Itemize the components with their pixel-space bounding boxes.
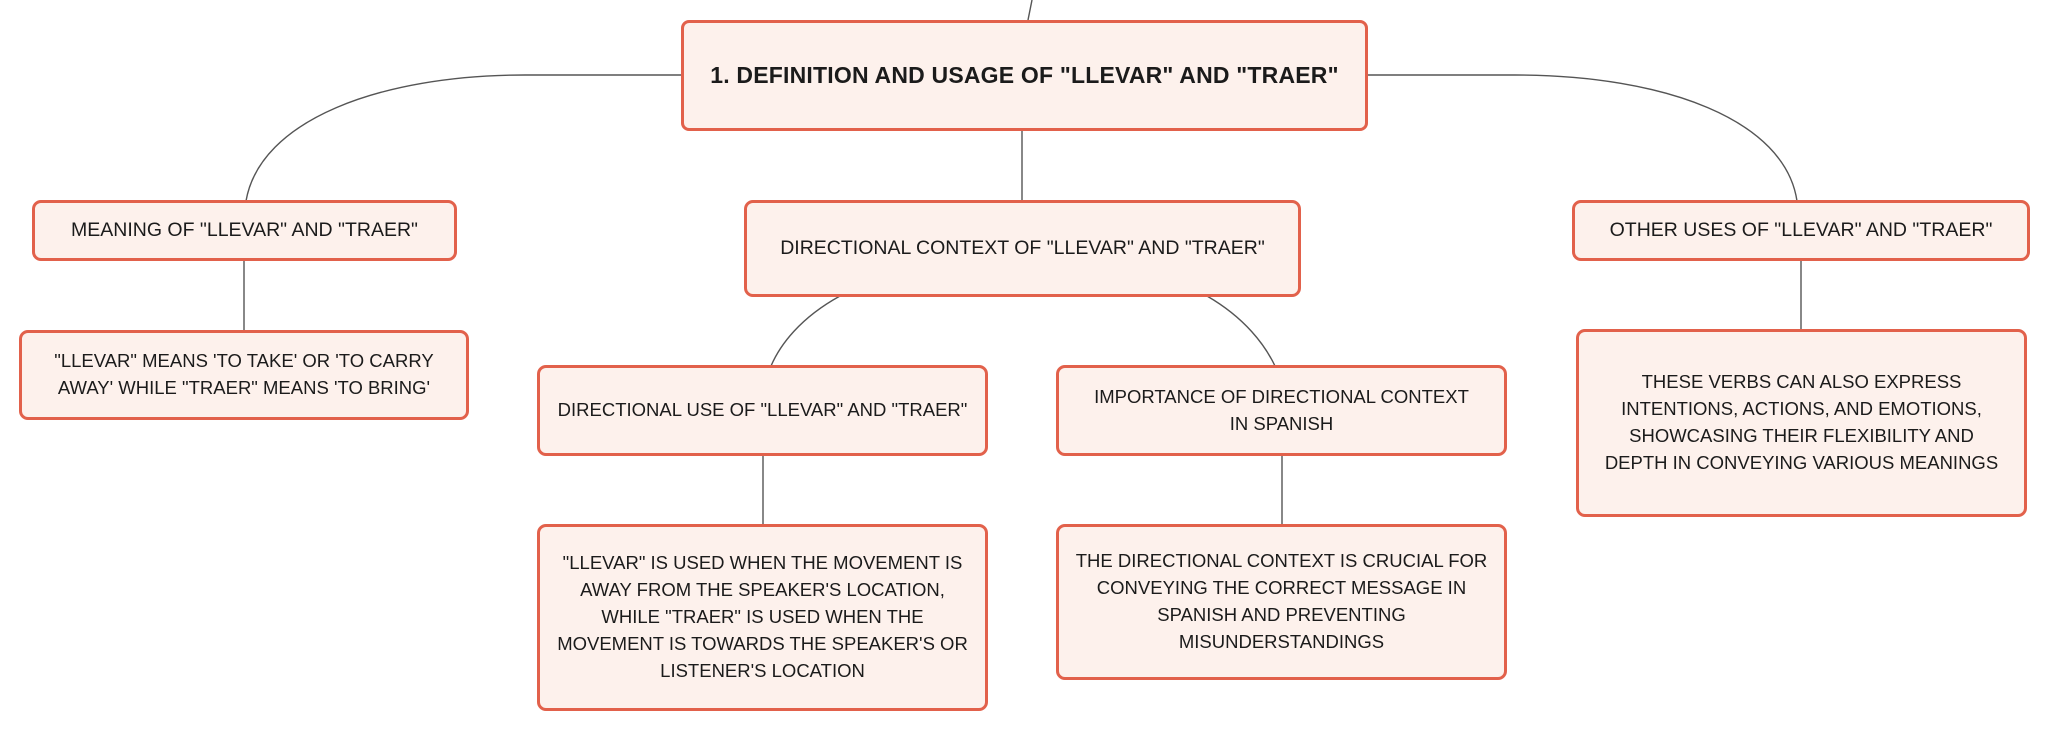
connector-root-to-other-uses — [1368, 75, 1797, 201]
connector-from-parent — [1028, 0, 1032, 20]
directional-context-node[interactable]: DIRECTIONAL CONTEXT OF "LLEVAR" AND "TRAER" — [744, 200, 1301, 297]
connector-root-to-meaning — [246, 75, 681, 201]
other-uses-detail-node[interactable]: THESE VERBS CAN ALSO EXPRESS INTENTIONS, ACTIONS, AND EMOTIONS, SHOWCASING THEIR FLEXIBILITY AND DEPTH IN CONVEYING VARIOUS MEANINGS — [1576, 329, 2027, 517]
root-topic-node[interactable]: 1. DEFINITION AND USAGE OF "LLEVAR" AND "TRAER" — [681, 20, 1368, 131]
meaning-node[interactable]: MEANING OF "LLEVAR" AND "TRAER" — [32, 200, 457, 261]
directional-use-node[interactable]: DIRECTIONAL USE OF "LLEVAR" AND "TRAER" — [537, 365, 988, 456]
directional-use-detail-node[interactable]: "LLEVAR" IS USED WHEN THE MOVEMENT IS AWAY FROM THE SPEAKER'S LOCATION, WHILE "TRAER" IS USED WHEN THE MOVEMENT IS TOWARDS THE SPEAKER'S OR LISTENER'S LOCATION — [537, 524, 988, 711]
meaning-detail-node[interactable]: "LLEVAR" MEANS 'TO TAKE' OR 'TO CARRY AWAY' WHILE "TRAER" MEANS 'TO BRING' — [19, 330, 469, 420]
other-uses-node[interactable]: OTHER USES OF "LLEVAR" AND "TRAER" — [1572, 200, 2030, 261]
importance-detail-node[interactable]: THE DIRECTIONAL CONTEXT IS CRUCIAL FOR CONVEYING THE CORRECT MESSAGE IN SPANISH AND PREVENTING MISUNDERSTANDINGS — [1056, 524, 1507, 680]
importance-node[interactable]: IMPORTANCE OF DIRECTIONAL CONTEXT IN SPANISH — [1056, 365, 1507, 456]
connector-directional-to-use — [771, 296, 840, 366]
connector-directional-to-importance — [1207, 296, 1275, 366]
